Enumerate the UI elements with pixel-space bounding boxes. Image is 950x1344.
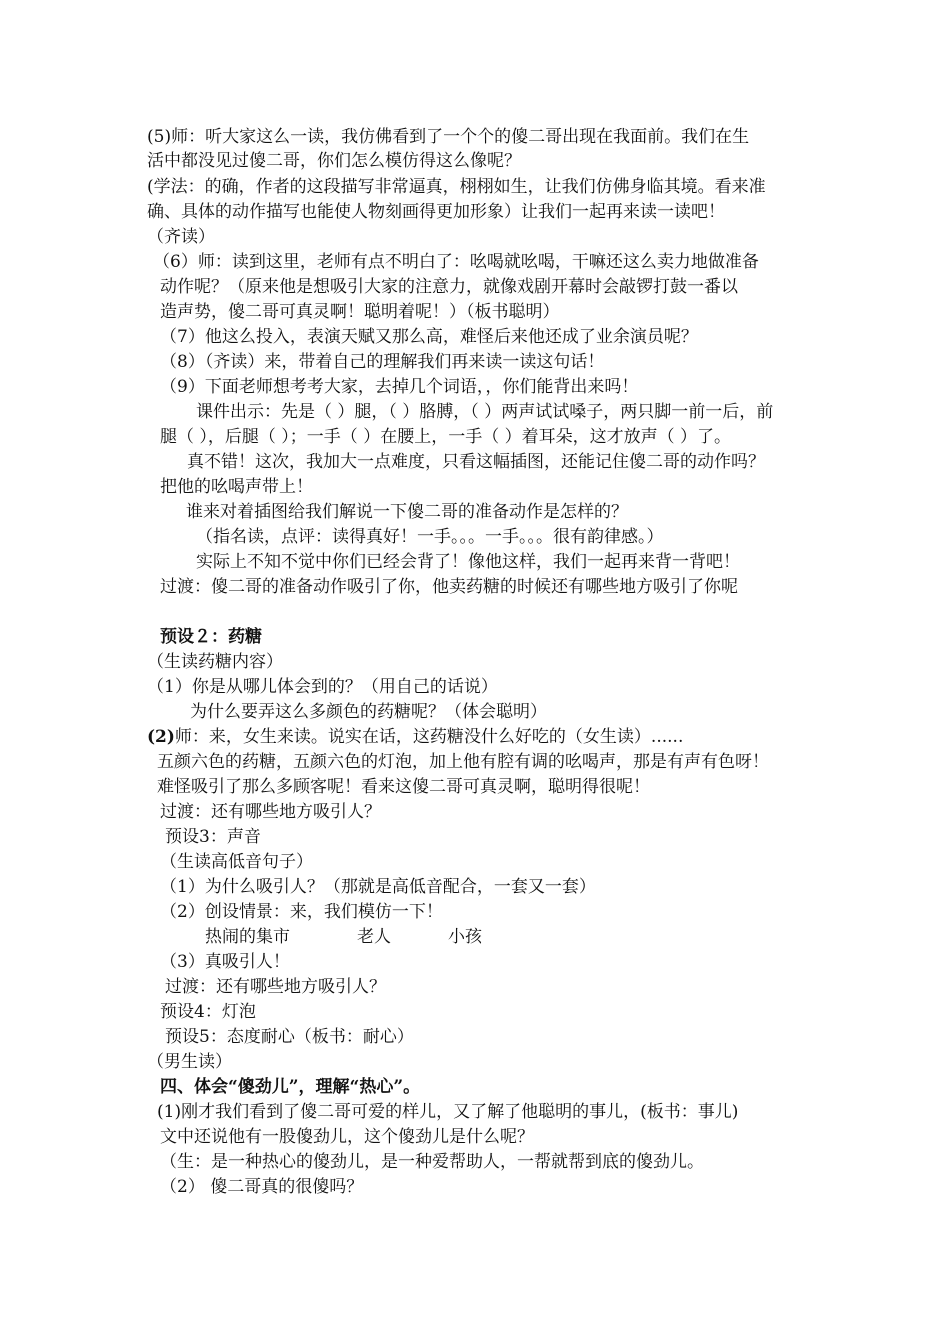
paragraph-line: 文中还说他有一股傻劲儿，这个傻劲儿是什么呢？: [160, 1127, 534, 1147]
paragraph-line: 难怪吸引了那么多顾客呢！看来这傻二哥可真灵啊，聪明得很呢！: [157, 777, 650, 797]
paragraph-line: 过渡：还有哪些地方吸引人？: [165, 977, 386, 997]
scene-label-elder: 老人: [357, 927, 391, 947]
paragraph-line: （指名读，点评：读得真好！一手。。。一手。。。很有韵律感。）: [196, 527, 664, 547]
paragraph-line: 课件出示：先是（ ）腿，（ ）胳膊，（ ）两声试试嗓子，两只脚一前一后，前: [196, 402, 774, 422]
paragraph-line: 预设3：声音: [165, 827, 261, 847]
paragraph-line: （3）真吸引人！: [160, 952, 290, 972]
paragraph-line: 活中都没见过傻二哥，你们怎么模仿得这么像呢？: [147, 151, 521, 171]
item-number: (2): [147, 727, 175, 747]
paragraph-line: （2）创设情景：来，我们模仿一下！: [160, 902, 443, 922]
paragraph-line: 确、具体的动作描写也能使人物刻画得更加形象）让我们一起再来读一读吧！: [147, 202, 725, 222]
paragraph-line: 过渡：傻二哥的准备动作吸引了你，他卖药糖的时候还有哪些地方吸引了你呢: [160, 577, 738, 597]
paragraph-line: 把他的吆喝声带上！: [160, 477, 313, 497]
paragraph-line: 五颜六色的药糖，五颜六色的灯泡，加上他有腔有调的吆喝声，那是有声有色呀！: [157, 752, 769, 772]
paragraph-line: （1）为什么吸引人？（那就是高低音配合，一套又一套）: [160, 877, 596, 897]
paragraph-line: （6）师：读到这里，老师有点不明白了：吆喝就吆喝，干嘛还这么卖力地做准备: [153, 252, 759, 272]
paragraph-line: （齐读）: [147, 227, 215, 247]
paragraph-line: （生：是一种热心的傻劲儿，是一种爱帮助人，一帮就帮到底的傻劲儿。: [160, 1152, 704, 1172]
scene-label-child: 小孩: [448, 927, 482, 947]
paragraph-line: 谁来对着插图给我们解说一下傻二哥的准备动作是怎样的？: [186, 502, 628, 522]
paragraph-line: （9）下面老师想考考大家，去掉几个词语，，你们能背出来吗！: [160, 377, 639, 397]
paragraph-line: (学法：的确，作者的这段描写非常逼真，栩栩如生，让我们仿佛身临其境。看来准: [147, 177, 766, 197]
paragraph-line: 预设5：态度耐心（板书：耐心）: [165, 1027, 414, 1047]
paragraph-line: 腿（ ），后腿（ ）；一手（ ）在腰上，一手（ ）着耳朵，这才放声（ ）了。: [160, 427, 732, 447]
paragraph-line: （7）他这么投入，表演天赋又那么高，难怪后来他还成了业余演员呢？: [160, 327, 698, 347]
scene-label-market: 热闹的集市: [205, 927, 290, 947]
paragraph-line: 动作呢？（原来他是想吸引大家的注意力，就像戏剧开幕时会敲锣打鼓一番以: [160, 277, 738, 297]
paragraph-line: 预设4：灯泡: [160, 1002, 256, 1022]
section-heading: 四、体会“傻劲儿”，理解“热心”。: [160, 1077, 421, 1097]
paragraph-line: （2） 傻二哥真的很傻吗？: [160, 1177, 364, 1197]
paragraph-line: 过渡：还有哪些地方吸引人？: [160, 802, 381, 822]
paragraph-line: (5)师：听大家这么一读，我仿佛看到了一个个的傻二哥出现在我面前。我们在生: [147, 127, 750, 147]
paragraph-line: 实际上不知不觉中你们已经会背了！像他这样，我们一起再来背一背吧！: [196, 552, 740, 572]
paragraph-line: 真不错！这次，我加大一点难度，只看这幅插图，还能记住傻二哥的动作吗？: [187, 452, 765, 472]
paragraph-line: （生读高低音句子）: [160, 852, 313, 872]
paragraph-line: （8）（齐读）来，带着自己的理解我们再来读一读这句话！: [160, 352, 605, 372]
paragraph-line: 造声势，傻二哥可真灵啊！聪明着呢！）（板书聪明）: [160, 302, 560, 322]
paragraph-line: （男生读）: [147, 1052, 232, 1072]
paragraph-line: (1)刚才我们看到了傻二哥可爱的样儿，又了解了他聪明的事儿，(板书：事儿): [157, 1102, 739, 1122]
paragraph-line: [147, 726, 683, 748]
paragraph-line: （1）你是从哪儿体会到的？（用自己的话说）: [147, 677, 498, 697]
paragraph-line: 为什么要弄这么多颜色的药糖呢？（体会聪明）: [190, 702, 547, 722]
paragraph-line: （生读药糖内容）: [147, 652, 283, 672]
section-heading: 预设２：药糖: [160, 627, 262, 647]
item-text: 师：来，女生来读。说实在话，这药糖没什么好吃的（女生读）......: [174, 727, 684, 747]
